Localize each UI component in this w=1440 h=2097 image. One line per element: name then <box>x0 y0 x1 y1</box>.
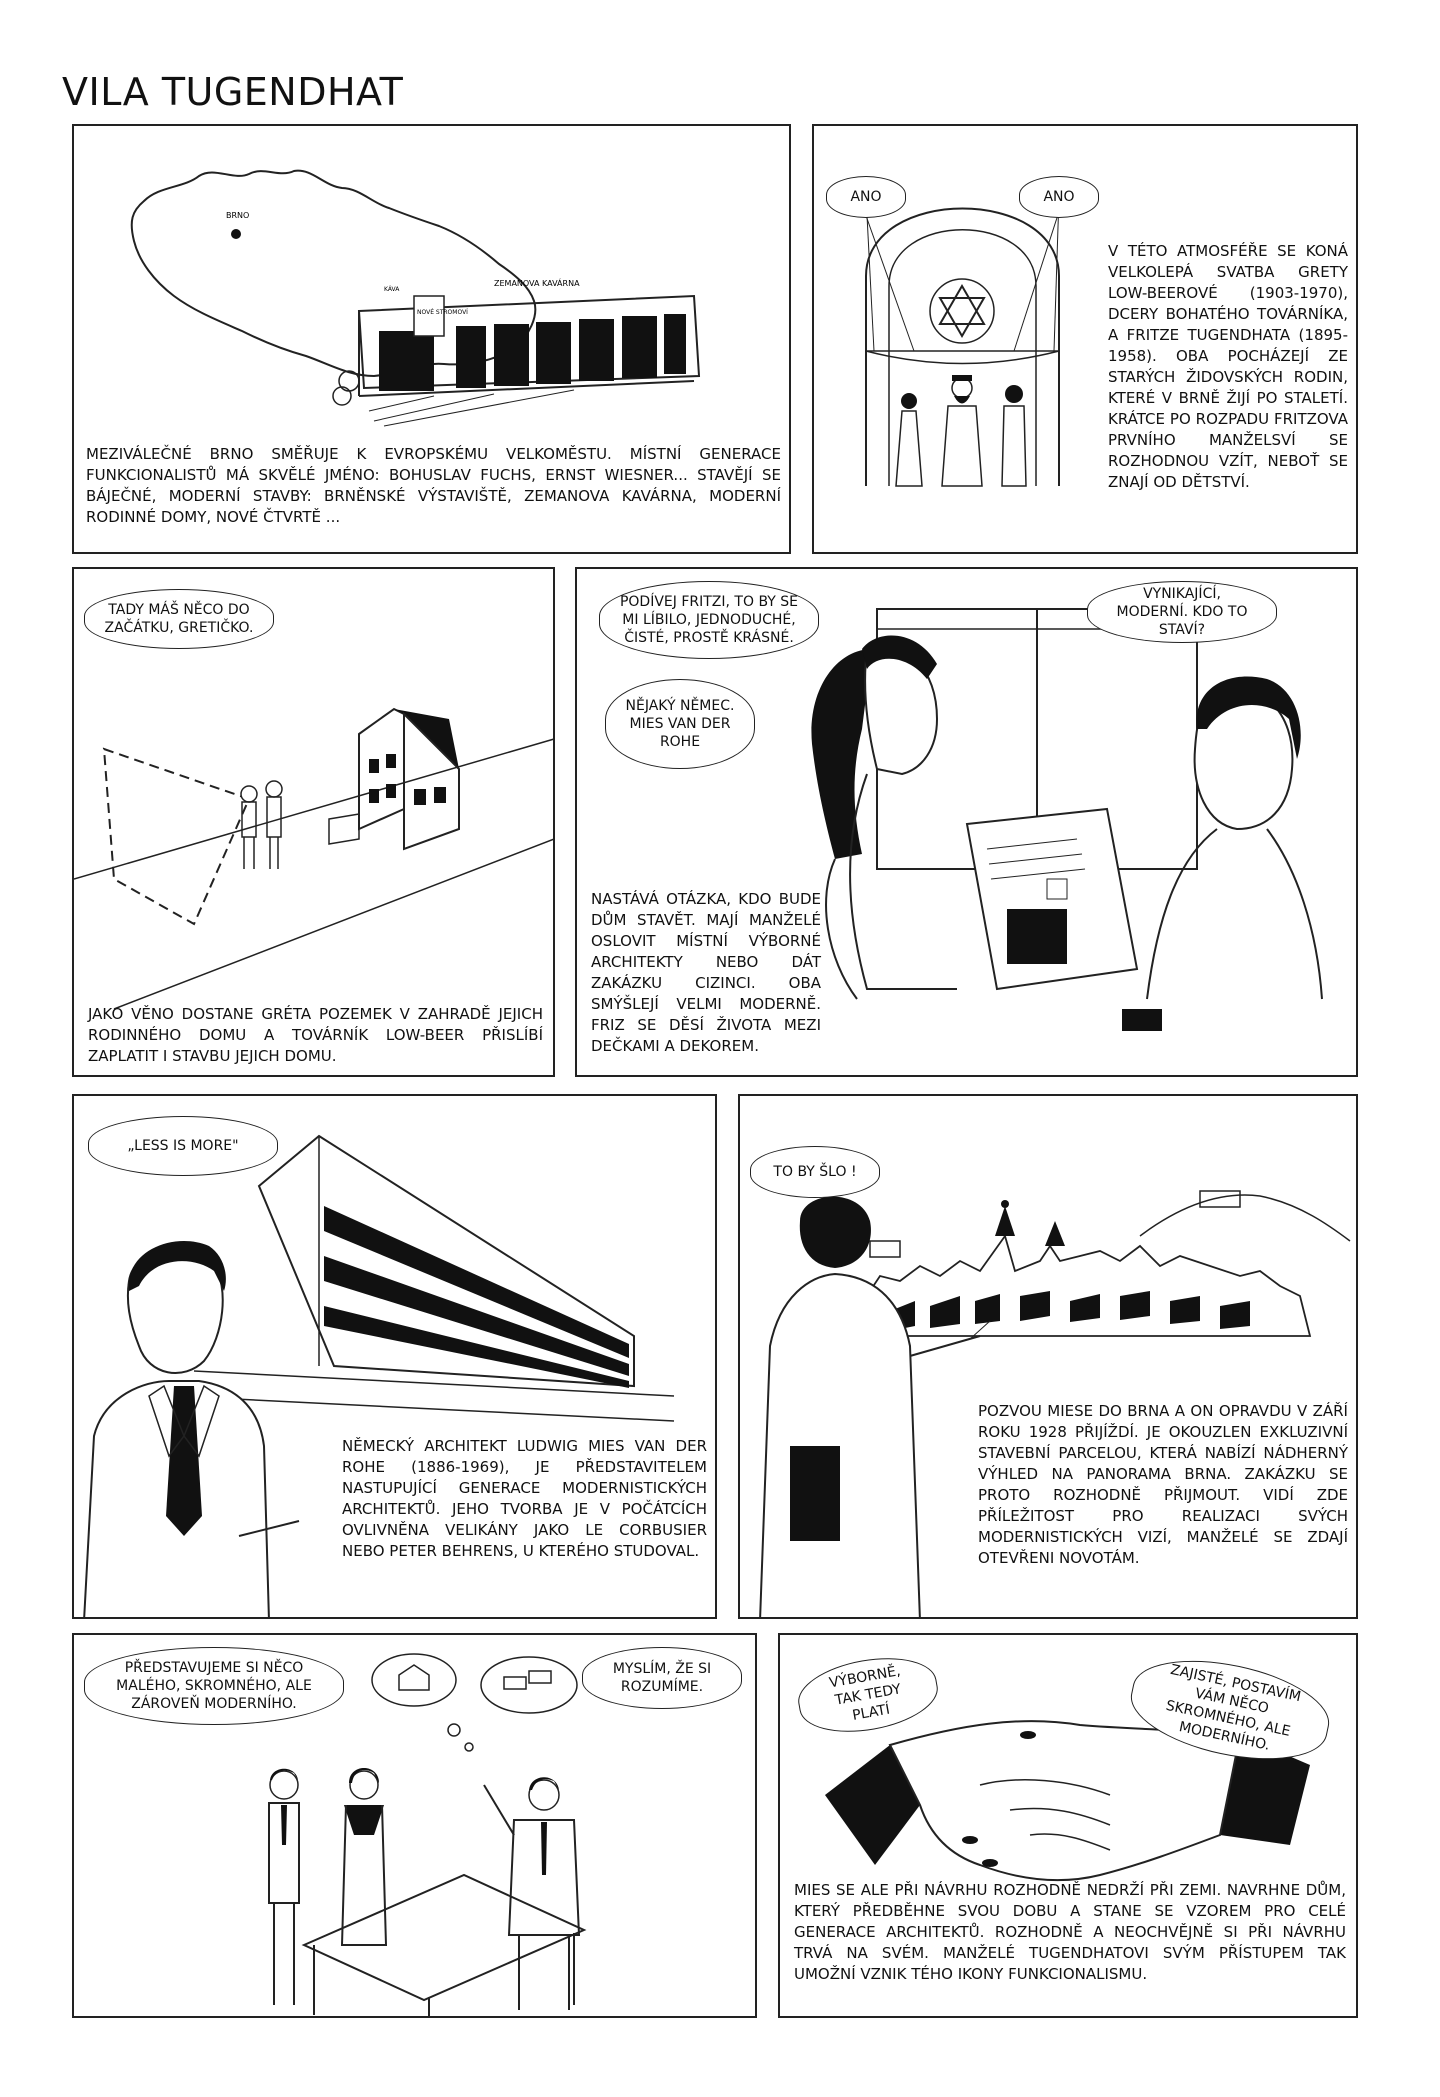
bubble-that-would-work: TO BY ŠLO ! <box>750 1146 880 1198</box>
bubble-excellent-modern: VYNIKAJÍCÍ, MODERNÍ. KDO TO STAVÍ? <box>1087 581 1277 643</box>
new-sign: NOVÉ STROMOVÍ <box>417 309 468 316</box>
map-brno-label: BRNO <box>226 211 250 220</box>
panel-mies-in-brno <box>738 1094 1358 1619</box>
bubble-i-will-build: ZAJISTÉ, POSTAVÍM VÁM NĚCO SKROMNÉHO, ALE MODERNÍHO. <box>1123 1645 1337 1775</box>
modernist-building <box>174 1136 674 1421</box>
zemanova-cafe-building <box>333 277 699 426</box>
page-title: VILA TUGENDHAT <box>62 70 404 114</box>
bubble-dowry: TADY MÁŠ NĚCO DO ZAČÁTKU, GRETIČKO. <box>84 589 274 649</box>
panel-wedding <box>812 124 1358 554</box>
bubble-yes-groom: ANO <box>1019 176 1099 218</box>
panel-1-caption: MEZIVÁLEČNÉ BRNO SMĚŘUJE K EVROPSKÉMU VELKOMĚSTU. MÍSTNÍ GENERACE FUNKCIONALISTŮ MÁ SKVĚLÉ JMÉNO: BOHUSLAV FUCHS, ERNST WIESNER... STAVĚJÍ SE BÁJEČNÉ, MODERNÍ STAVBY: BRNĚNSKÉ VÝSTAVIŠTĚ, ZEMANOVA KAVÁRNA, MODERNÍ RODINNÉ DOMY, NOVÉ ČTVRTĚ ... <box>86 445 781 526</box>
bubble-yes-bride: ANO <box>826 176 906 218</box>
panel-interwar-brno <box>72 124 791 554</box>
panel-3-caption: JAKO VĚNO DOSTANE GRÉTA POZEMEK V ZAHRADĚ JEJICH RODINNÉHO DOMU A TOVÁRNÍK LOW-BEER PŘISLÍBÍ ZAPLATIT I STAVBU JEJICH DOMU. <box>88 1005 543 1065</box>
panel-handshake <box>778 1633 1358 2018</box>
cafe-sign: ZEMANOVA KAVÁRNA <box>494 279 580 288</box>
panel-dowry <box>72 567 555 1077</box>
bubble-look-fritz: PODÍVEJ FRITZI, TO BY SE MI LÍBILO, JEDNODUCHÉ, ČISTÉ, PROSTĚ KRÁSNÉ. <box>599 581 819 659</box>
panel-mies-van-der-rohe <box>72 1094 717 1619</box>
bubble-less-is-more: „LESS IS MORE" <box>88 1116 278 1176</box>
panel-meeting <box>72 1633 757 2018</box>
panel-6-caption: POZVOU MIESE DO BRNA A ON OPRAVDU V ZÁŘÍ ROKU 1928 PŘIJÍŽDÍ. JE OKOUZLEN EXKLUZIVNÍ STAVEBNÍ PARCELOU, KTERÁ NABÍZÍ NÁDHERNÝ VÝHLED NA PANORAMA BRNA. ZAKÁZKU SE PROTO ROZHODNĚ PŘIJMOUT. VIDÍ ZDE PŘÍLEŽITOST PRO REALIZACI SVÝCH MODERNISTICKÝCH VIZÍ, MANŽELÉ SE ZDAJÍ OTEVŘENI NOVOTÁM. <box>978 1402 1348 1567</box>
panel-5-caption: NĚMECKÝ ARCHITEKT LUDWIG MIES VAN DER ROHE (1886-1969), JE PŘEDSTAVITELEM NASTUPUJÍCÍ GENERACE MODERNISTICKÝCH ARCHITEKTŮ. JEHO TVORBA JE V POČÁTCÍCH OVLIVNĚNA VELIKÁNY JAKO LE CORBUSIER NEBO PETER BEHRENS, U KTERÉHO STUDOVAL. <box>342 1437 707 1560</box>
bubble-some-german: NĚJAKÝ NĚMEC. MIES VAN DER ROHE <box>605 679 755 769</box>
family-house <box>329 709 459 849</box>
bubble-we-imagine: PŘEDSTAVUJEME SI NĚCO MALÉHO, SKROMNÉHO, ALE ZÁROVEŇ MODERNÍHO. <box>84 1647 344 1725</box>
small-sign: KÁVA <box>384 286 400 293</box>
panel-4-caption: NASTÁVÁ OTÁZKA, KDO BUDE DŮM STAVĚT. MAJÍ MANŽELÉ OSLOVIT MÍSTNÍ VÝBORNÉ ARCHITEKTY NEBO DÁT ZAKÁZKU CIZINCI. OBA SMÝŠLEJÍ VELMI MODERNĚ. FRIZ SE DĚSÍ ŽIVOTA MEZI DEČKAMI A DEKOREM. <box>591 890 821 1055</box>
bubble-it-is-a-deal: VÝBORNĚ, TAK TEDY PLATÍ <box>793 1648 943 1741</box>
panel-choosing-architect <box>575 567 1358 1077</box>
panel-2-caption: V TÉTO ATMOSFÉŘE SE KONÁ VELKOLEPÁ SVATBA GRETY LOW-BEEROVÉ (1903-1970), DCERY BOHATÉHO TOVÁRNÍKA, A FRITZE TUGENDHATA (1895-1958). OBA POCHÁZEJÍ ZE STARÝCH ŽIDOVSKÝCH RODIN, KTERÉ V BRNĚ ŽIJÍ PO STALETÍ. KRÁTCE PO ROZPADU FRITZOVA PRVNÍHO MANŽELSVÍ SE ROZHODNOU VZÍT, NEBOŤ SE ZNAJÍ OD DĚTSTVÍ. <box>1108 242 1348 491</box>
panel-8-caption: MIES SE ALE PŘI NÁVRHU ROZHODNĚ NEDRŽÍ PŘI ZEMI. NAVRHNE DŮM, KTERÝ PŘEDBĚHNE SVOU DOBU A STANE SE VZOREM PRO CELÉ GENERACE ARCHITEKTŮ. ROZHODNĚ A NEOCHVĚJNĚ SI PŘI NÁVRHU TRVÁ NA SVÉM. MANŽELÉ TUGENDHATOVI SVÝM PŘÍSTUPEM TAK UMOŽNÍ VZNIK TÉHO IKONY FUNKCIONALISMU. <box>794 1881 1346 1983</box>
bubble-we-understand: MYSLÍM, ŽE SI ROZUMÍME. <box>582 1647 742 1709</box>
brno-skyline <box>870 1191 1350 1336</box>
